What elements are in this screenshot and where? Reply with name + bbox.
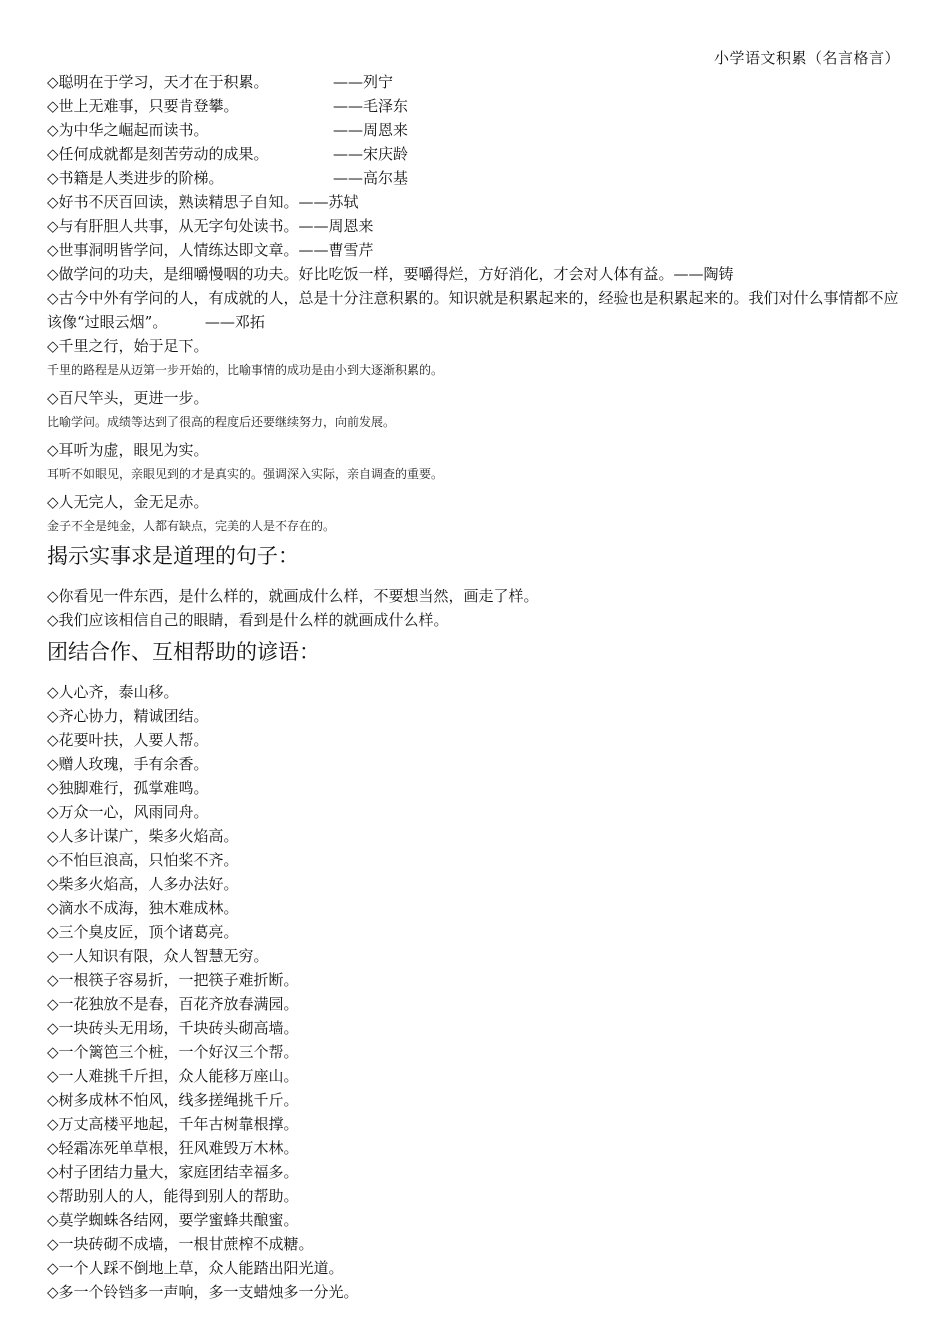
quote-line — [47, 190, 907, 214]
quote-author: ——列宁 — [333, 73, 394, 91]
section-heading-teamwork: 团结合作、互相帮助的谚语： — [47, 640, 320, 664]
quote-author: ——苏轼 — [298, 193, 359, 211]
long-quote-dengtuo: ◇古今中外有学问的人，有成就的人，总是十分注意积累的。知识就是积累起来的，经验也是积累起来的。我们对什么事情都不应该像“过眼云烟”。 ——邓拓 — [47, 289, 899, 331]
idiom-line: ◇百尺竿头，更进一步。 — [47, 389, 209, 407]
idiom-explanation: 千里的路程是从迈第一步开始的，比喻事情的成功是由小到大逐渐积累的。 — [47, 363, 444, 377]
teamwork-proverb: ◇独脚难行，孤掌难鸣。 — [47, 779, 209, 797]
long-quote-taozhu: ◇做学问的功夫，是细嚼慢咽的功夫。好比吃饭一样，要嚼得烂，方好消化，才会对人体有益。——陶铸 — [47, 265, 734, 283]
quote-text: ◇任何成就都是刻苦劳动的成果。 — [47, 145, 269, 163]
teamwork-proverb: ◇万众一心，风雨同舟。 — [47, 803, 209, 821]
idiom-list — [47, 334, 907, 534]
teamwork-proverb: ◇一块砖头无用场，千块砖头砌高墙。 — [47, 1019, 299, 1037]
truth-sentence: ◇你看见一件东西，是什么样的，就画成什么样，不要想当然，画走了样。 — [47, 587, 539, 605]
quote-line — [47, 214, 907, 238]
quote-author: ——周恩来 — [333, 121, 409, 139]
teamwork-proverb: ◇一根筷子容易折，一把筷子难折断。 — [47, 971, 299, 989]
teamwork-proverb: ◇人多计谋广，柴多火焰高。 — [47, 827, 239, 845]
teamwork-proverb: ◇一个篱笆三个桩，一个好汉三个帮。 — [47, 1043, 299, 1061]
idiom-line: ◇耳听为虚，眼见为实。 — [47, 441, 209, 459]
teamwork-proverb: ◇花要叶扶，人要人帮。 — [47, 731, 209, 749]
teamwork-proverb: ◇莫学蜘蛛各结网，要学蜜蜂共酿蜜。 — [47, 1211, 299, 1229]
teamwork-proverb: ◇轻霜冻死单草根，狂风难毁万木林。 — [47, 1139, 299, 1157]
quote-line — [47, 70, 907, 94]
teamwork-proverb: ◇多一个铃铛多一声响，多一支蜡烛多一分光。 — [47, 1283, 359, 1301]
teamwork-proverb: ◇村子团结力量大，家庭团结幸福多。 — [47, 1163, 299, 1181]
idiom-line: ◇人无完人，金无足赤。 — [47, 493, 209, 511]
quote-text: ◇与有肝胆人共事，从无字句处读书。 — [47, 217, 299, 235]
teamwork-proverb: ◇一个人踩不倒地上草，众人能踏出阳光道。 — [47, 1259, 344, 1277]
quote-text: ◇世上无难事，只要肯登攀。 — [47, 97, 239, 115]
teamwork-proverb: ◇不怕巨浪高，只怕桨不齐。 — [47, 851, 239, 869]
idiom-line: ◇千里之行，始于足下。 — [47, 337, 209, 355]
quote-author: ——高尔基 — [333, 169, 409, 187]
quote-line — [47, 142, 907, 166]
teamwork-proverb: ◇一人知识有限，众人智慧无穷。 — [47, 947, 269, 965]
teamwork-proverb: ◇滴水不成海，独木难成林。 — [47, 899, 239, 917]
quote-line — [47, 94, 907, 118]
quote-text: ◇为中华之崛起而读书。 — [47, 121, 209, 139]
quote-line — [47, 118, 907, 142]
idiom-explanation: 比喻学问。成绩等达到了很高的程度后还要继续努力，向前发展。 — [47, 415, 396, 429]
quote-text: ◇聪明在于学习，天才在于积累。 — [47, 73, 269, 91]
teamwork-proverb: ◇人心齐，泰山移。 — [47, 683, 179, 701]
document-body — [47, 70, 907, 1304]
teamwork-proverb: ◇三个臭皮匠，顶个诸葛亮。 — [47, 923, 239, 941]
teamwork-proverb-list — [47, 680, 907, 1304]
quote-line — [47, 166, 907, 190]
teamwork-proverb: ◇赠人玫瑰，手有余香。 — [47, 755, 209, 773]
quote-text: ◇好书不厌百回读，熟读精思子自知。 — [47, 193, 299, 211]
quote-author: ——毛泽东 — [333, 97, 409, 115]
teamwork-proverb: ◇树多成林不怕风，线多搓绳挑千斤。 — [47, 1091, 299, 1109]
teamwork-proverb: ◇帮助别人的人，能得到别人的帮助。 — [47, 1187, 299, 1205]
quote-text: ◇书籍是人类进步的阶梯。 — [47, 169, 224, 187]
teamwork-proverb: ◇一花独放不是春，百花齐放春满园。 — [47, 995, 299, 1013]
quote-text: ◇世事洞明皆学问，人情练达即文章。 — [47, 241, 299, 259]
quote-line — [47, 238, 907, 262]
teamwork-proverb: ◇柴多火焰高，人多办法好。 — [47, 875, 239, 893]
idiom-explanation: 金子不全是纯金，人都有缺点，完美的人是不存在的。 — [47, 519, 336, 533]
teamwork-proverb: ◇齐心协力，精诚团结。 — [47, 707, 209, 725]
truth-sentence-list — [47, 584, 907, 632]
quote-author: ——曹雪芹 — [298, 241, 374, 259]
quote-author: ——宋庆龄 — [333, 145, 409, 163]
page-header: 小学语文积累（名言格言） — [713, 49, 900, 67]
quote-list — [47, 70, 907, 262]
teamwork-proverb: ◇万丈高楼平地起，千年古树靠根撑。 — [47, 1115, 299, 1133]
quote-author: ——周恩来 — [298, 217, 374, 235]
teamwork-proverb: ◇一块砖砌不成墙，一根甘蔗榨不成糖。 — [47, 1235, 314, 1253]
idiom-explanation: 耳听不如眼见，亲眼见到的才是真实的。强调深入实际，亲自调查的重要。 — [47, 467, 444, 481]
teamwork-proverb: ◇一人难挑千斤担，众人能移万座山。 — [47, 1067, 299, 1085]
truth-sentence: ◇我们应该相信自己的眼睛，看到是什么样的就画成什么样。 — [47, 611, 449, 629]
section-heading-truth: 揭示实事求是道理的句子： — [47, 544, 299, 568]
